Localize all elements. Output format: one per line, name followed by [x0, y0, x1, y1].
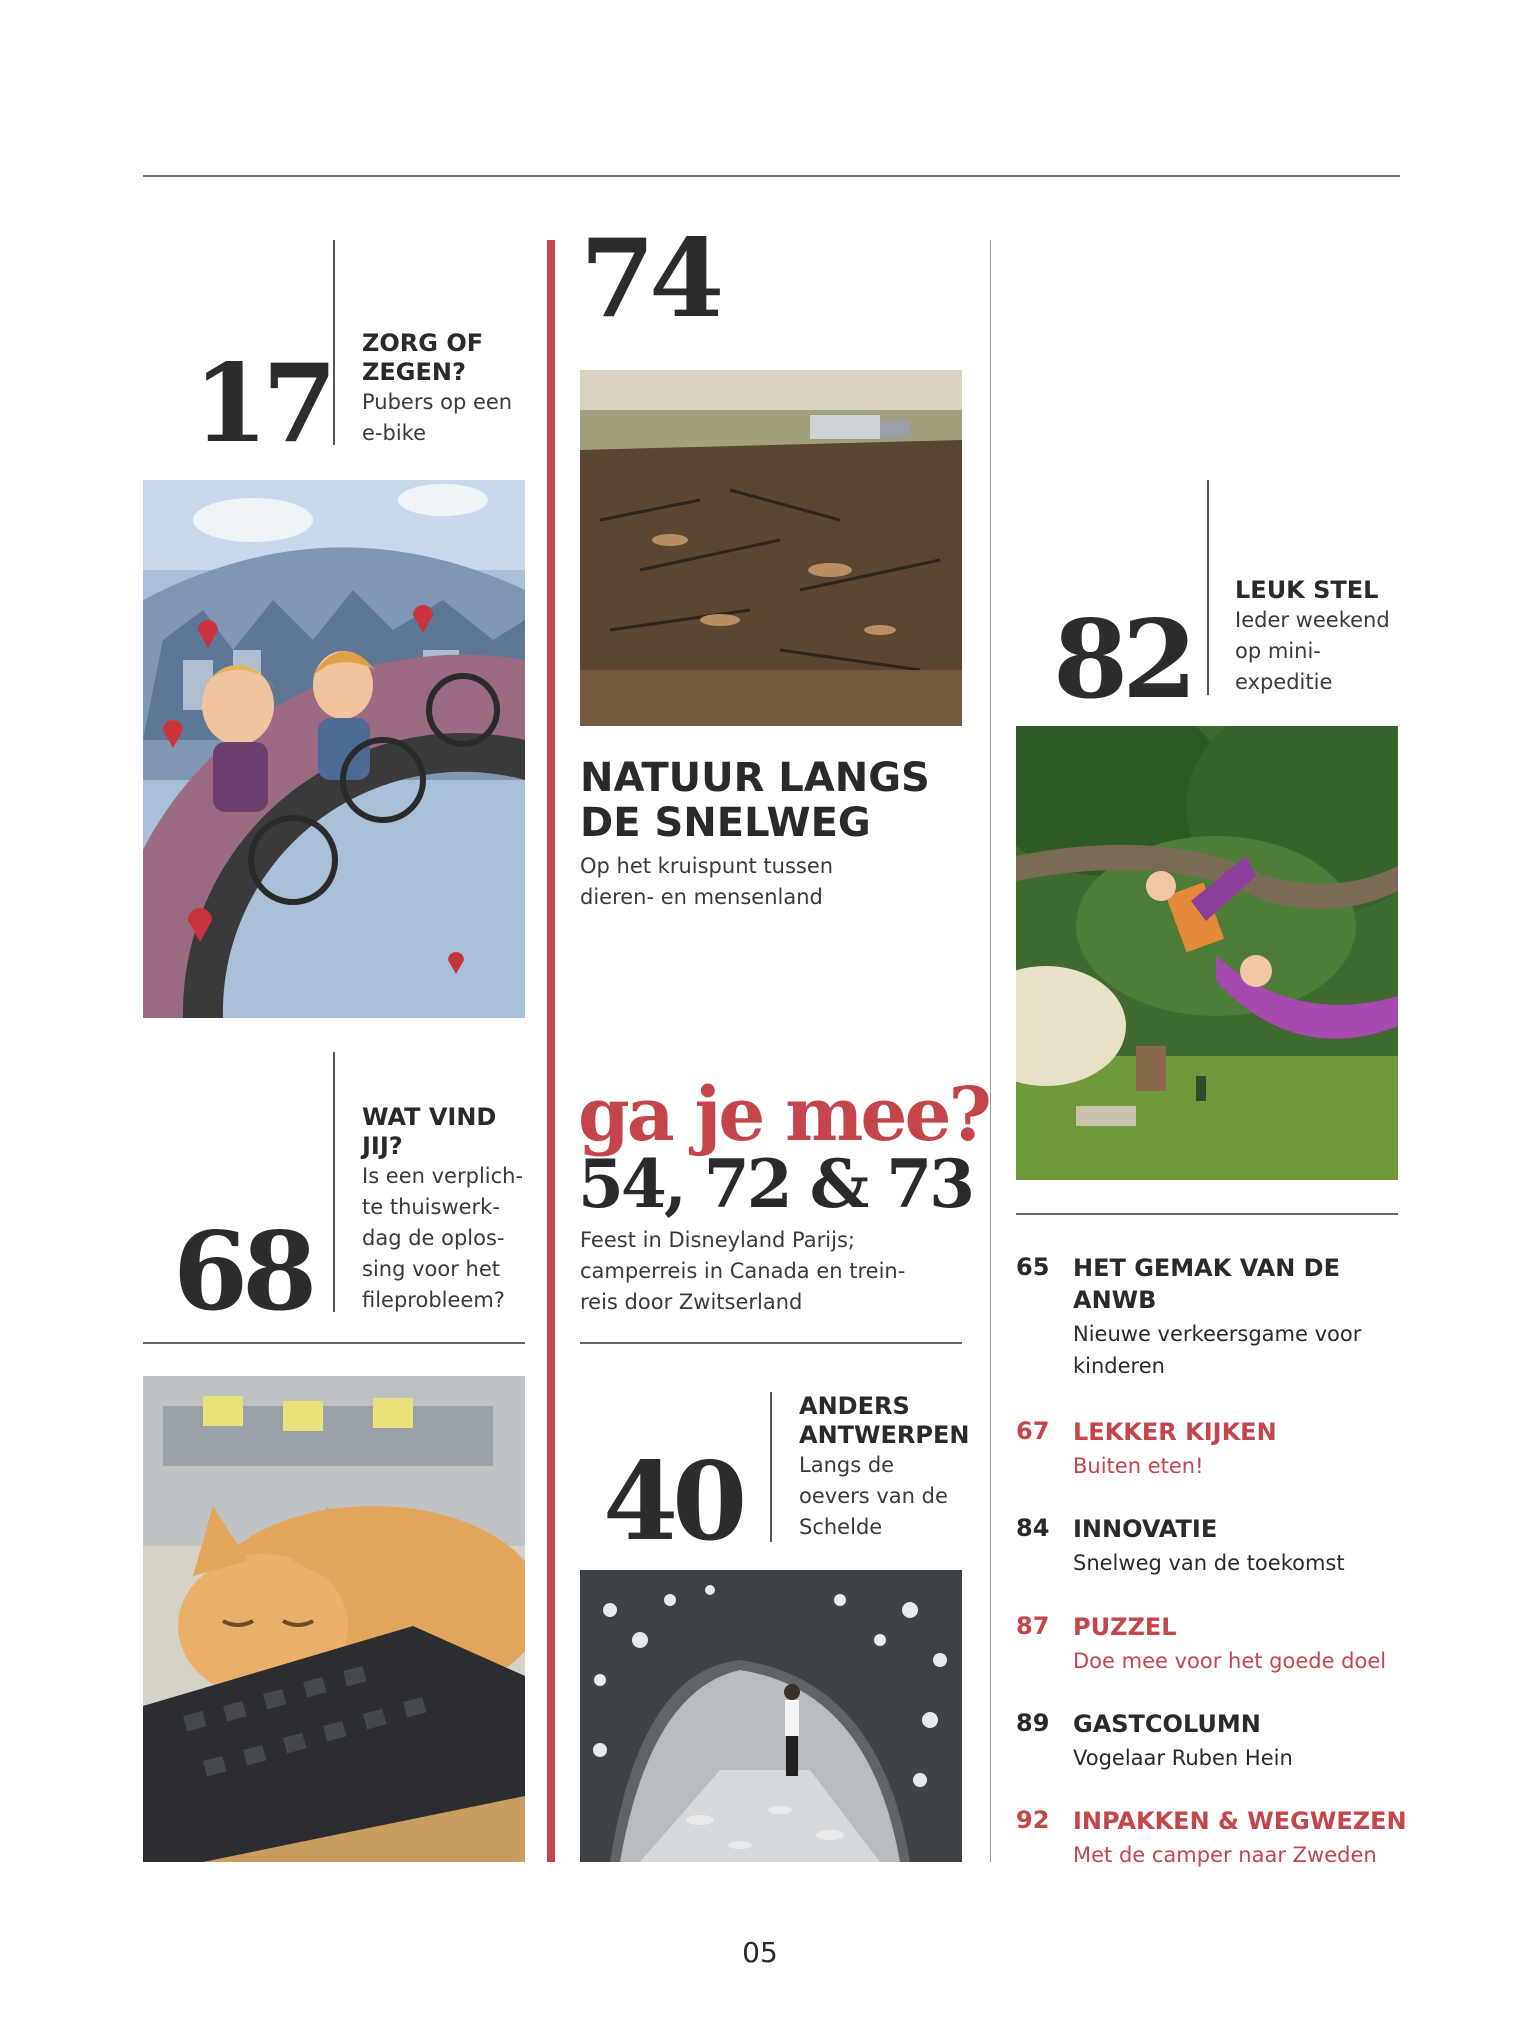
toc-item-subtitle: Doe mee voor het goede doel: [1073, 1649, 1387, 1673]
toc-item-title: INNOVATIE: [1073, 1515, 1218, 1543]
feature-74-title-1: NATUUR LANGS: [580, 755, 930, 801]
promo-text-3: reis door Zwitserland: [580, 1290, 803, 1314]
feature-40-subtitle-2: oevers van de: [799, 1484, 948, 1508]
feature-17-divider: [333, 240, 335, 445]
promo-text: [580, 1225, 980, 1318]
promo-text-2: camperreis in Canada en trein-: [580, 1259, 906, 1283]
feature-17-number: 17: [193, 341, 332, 467]
hammock-tree-photo: [1016, 726, 1398, 1180]
feature-40-subtitle-3: Schelde: [799, 1515, 883, 1539]
feature-74-subtitle: [580, 851, 980, 913]
feature-40-text: [799, 1392, 979, 1543]
toc-item-title-line: HET GEMAK VAN DE: [1073, 1254, 1340, 1282]
feature-74-number: 74: [580, 216, 719, 342]
toc-item-page: 89: [1016, 1709, 1050, 1737]
toc-item-subtitle: [1073, 1318, 1413, 1382]
feature-82-subtitle-1: Ieder weekend: [1235, 608, 1390, 632]
feature-82-subtitle-3: expeditie: [1235, 670, 1333, 694]
promo-text-1: Feest in Disneyland Parijs;: [580, 1228, 855, 1252]
toc-item-subtitle: Buiten eten!: [1073, 1454, 1204, 1478]
feature-40-title-2: ANTWERPEN: [799, 1421, 970, 1449]
feature-68-subtitle-2: te thuiswerk-: [362, 1195, 500, 1219]
feature-82-number: 82: [1053, 597, 1192, 723]
toc-item[interactable]: [1016, 1708, 1416, 1778]
toc-item-subtitle: Met de camper naar Zweden: [1073, 1843, 1377, 1867]
page-number: 05: [742, 1936, 778, 1969]
toc-item[interactable]: [1016, 1252, 1416, 1392]
feature-68-title-1: WAT VIND: [362, 1103, 497, 1131]
accent-bar: [547, 240, 555, 1862]
feature-17-text: [362, 329, 542, 449]
col1-rule: [143, 1342, 525, 1344]
feature-68-subtitle-3: dag de oplos-: [362, 1226, 505, 1250]
feature-40-number: 40: [603, 1439, 742, 1565]
toc-item-subtitle: Snelweg van de toekomst: [1073, 1551, 1345, 1575]
feature-17-subtitle-1: Pubers op een: [362, 390, 513, 414]
feature-68-subtitle-5: fileprobleem?: [362, 1288, 505, 1312]
toc-item-title: GASTCOLUMN: [1073, 1710, 1261, 1738]
toc-item-subtitle-line: Nieuwe verkeersgame voor: [1073, 1322, 1362, 1346]
toc-item-page: 92: [1016, 1806, 1050, 1834]
feature-68-title-2: JIJ?: [362, 1132, 403, 1160]
toc-item-title-line: ANWB: [1073, 1286, 1157, 1314]
feature-40-subtitle-1: Langs de: [799, 1453, 895, 1477]
top-rule: [143, 175, 1400, 177]
toc-item[interactable]: [1016, 1805, 1416, 1875]
toc-item-page: 65: [1016, 1253, 1050, 1281]
toc-item-page: 87: [1016, 1612, 1050, 1640]
feature-17-title: ZORG OF ZEGEN?: [362, 329, 484, 386]
feature-40-divider: [770, 1392, 772, 1542]
toc-item-subtitle: Vogelaar Ruben Hein: [1073, 1746, 1293, 1770]
toc-item-title: PUZZEL: [1073, 1613, 1177, 1641]
nature-forest-floor-photo: [580, 370, 962, 726]
feature-74-title-2: DE SNELWEG: [580, 800, 871, 846]
toc-item[interactable]: [1016, 1611, 1416, 1681]
promo-headline: ga je mee?: [578, 1072, 989, 1158]
col2-rule: [580, 1342, 962, 1344]
ebike-illustration: [143, 480, 525, 1018]
feature-68-subtitle-1: Is een verplich-: [362, 1164, 524, 1188]
toc-item[interactable]: [1016, 1416, 1416, 1486]
toc-item-page: 84: [1016, 1514, 1050, 1542]
feature-17-subtitle-2: e-bike: [362, 421, 426, 445]
toc-item-subtitle-line: kinderen: [1073, 1354, 1165, 1378]
col3-rule: [1016, 1213, 1398, 1215]
feature-68-text: [362, 1103, 542, 1316]
feature-40-title-1: ANDERS: [799, 1392, 910, 1420]
feature-82-divider: [1207, 480, 1209, 695]
feature-82-text: [1235, 576, 1415, 698]
cat-on-keyboard-photo: [143, 1376, 525, 1862]
feature-68-divider: [333, 1052, 335, 1312]
feature-74-subtitle-1: Op het kruispunt tussen: [580, 854, 834, 878]
feature-74-subtitle-2: dieren- en mensenland: [580, 885, 823, 909]
feature-68-number: 68: [173, 1209, 312, 1335]
toc-item[interactable]: [1016, 1513, 1416, 1583]
toc-item-title: [1073, 1252, 1413, 1316]
feature-68-subtitle-4: sing voor het: [362, 1257, 500, 1281]
feature-82-subtitle-2: op mini-: [1235, 639, 1321, 663]
toc-item-title: INPAKKEN & WEGWEZEN: [1073, 1807, 1407, 1835]
feature-82-title: LEUK STEL: [1235, 576, 1379, 604]
promo-numbers: 54, 72 & 73: [578, 1145, 973, 1223]
col3-divider: [990, 240, 991, 1862]
toc-item-page: 67: [1016, 1417, 1050, 1445]
feature-74-title: [580, 756, 980, 846]
toc-item-title: LEKKER KIJKEN: [1073, 1418, 1277, 1446]
antwerp-tunnel-photo: [580, 1570, 962, 1862]
